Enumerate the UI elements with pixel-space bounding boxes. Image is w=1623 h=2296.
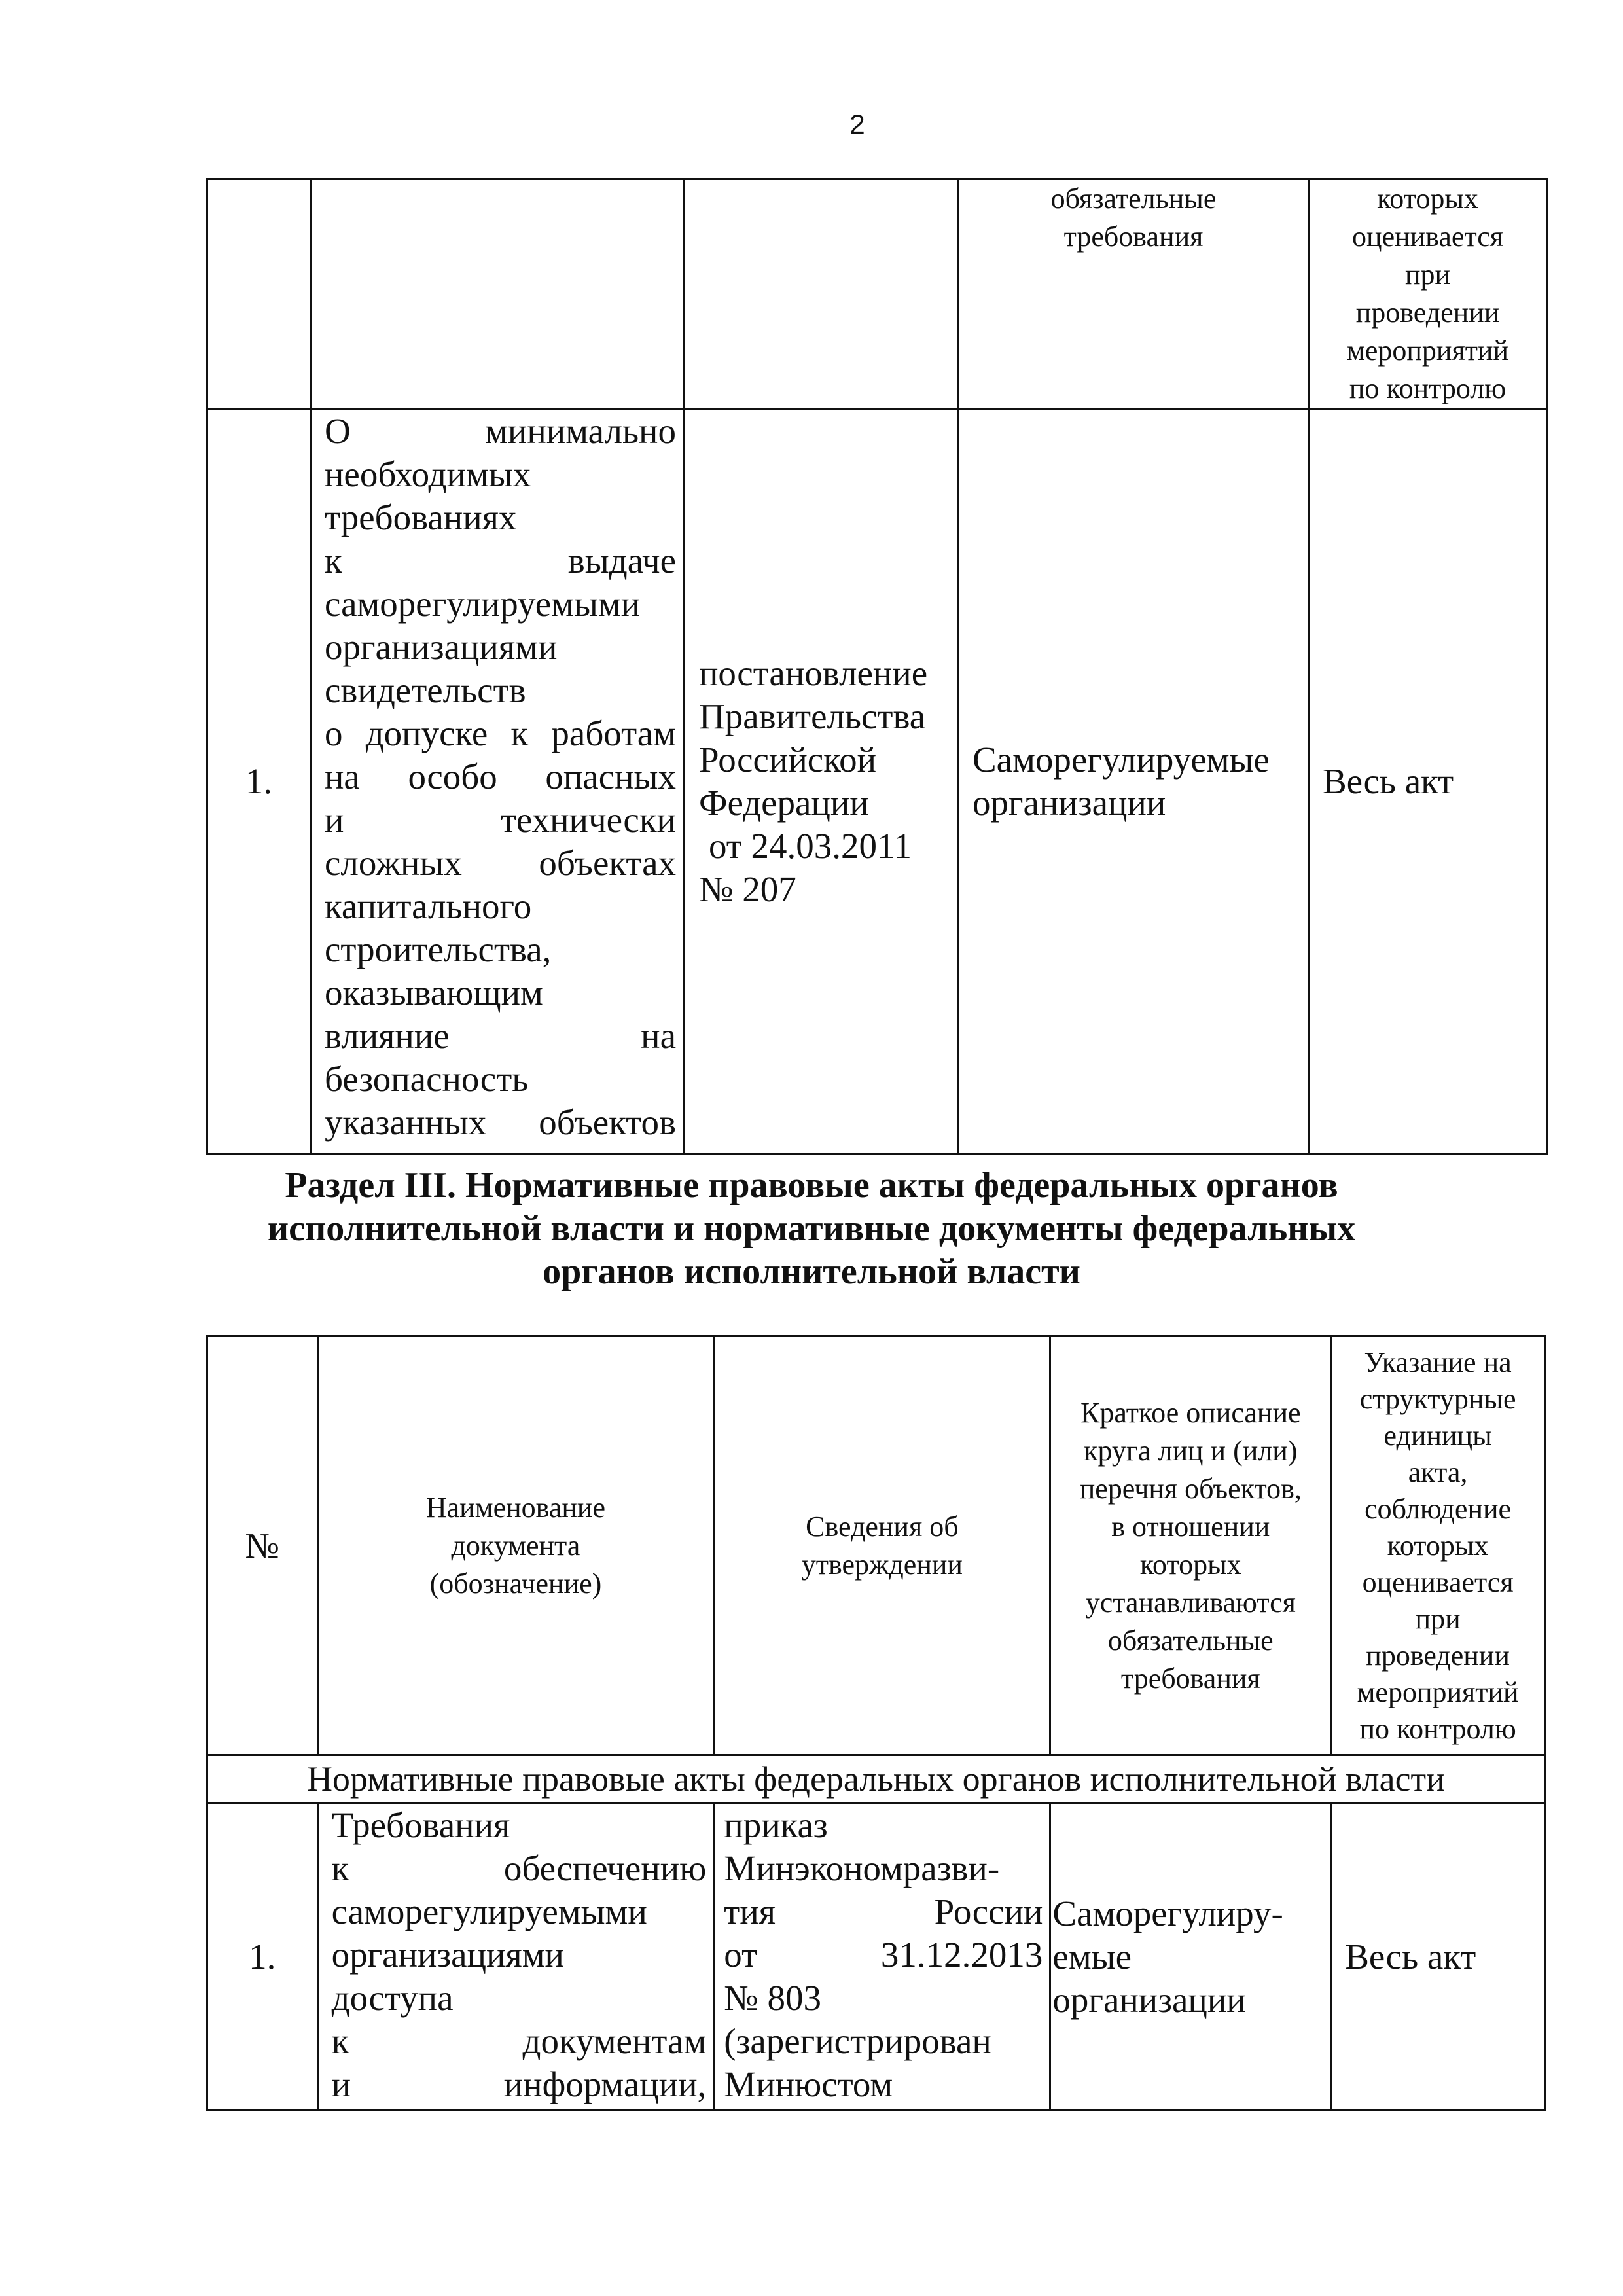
- document-name: Требования к обеспечению саморегулируемыми организациями доступа к документам и информации,: [317, 1803, 714, 2111]
- header-cell-units: которых оценивается при проведении мероприятий по контролю: [1309, 179, 1547, 409]
- header-document-name: Наименование документа (обозначение): [317, 1336, 714, 1755]
- header-approval: Сведения об утверждении: [714, 1336, 1050, 1755]
- header-cell-empty: [207, 179, 311, 409]
- acts-table-continuation: [206, 178, 1548, 1155]
- approval-info: постановление Правительства Российской Федерации от 24.03.2011 № 207: [684, 409, 959, 1154]
- table-header-row: [207, 1336, 1545, 1755]
- section-title: Раздел III. Нормативные правовые акты федеральных органов исполнительной власти и нормативные документы федеральных органов исполнительной власти: [267, 1165, 1356, 1292]
- federal-acts-table: [206, 1335, 1546, 2111]
- page-number: 2: [849, 109, 865, 139]
- group-title: Нормативные правовые акты федеральных органов исполнительной власти: [207, 1755, 1545, 1803]
- subjects-description: Саморегулиру- емые организации: [1050, 1803, 1331, 2111]
- group-title-row: [207, 1755, 1545, 1803]
- header-structural-units: Указание на структурные единицы акта, соблюдение которых оценивается при проведении мероприятий по контролю: [1331, 1336, 1545, 1755]
- table-header-row: [207, 179, 1547, 409]
- header-cell-empty: [311, 179, 684, 409]
- document-name: О минимально необходимых требованиях к выдаче саморегулируемыми организациями свидетельств о допуске к работам на особо опасных и технически сложных объектах капитального строительства, оказывающим влияние на безопасность указанных объектов: [311, 409, 684, 1154]
- row-number: 1.: [207, 1803, 318, 2111]
- header-cell-empty: [684, 179, 959, 409]
- structural-units: Весь акт: [1309, 409, 1547, 1154]
- approval-info: приказ Минэкономразви- тия России от 31.12.2013 № 803 (зарегистрирован Минюстом: [714, 1803, 1050, 2111]
- header-cell-description: обязательные требования: [959, 179, 1309, 409]
- row-number: 1.: [207, 409, 311, 1154]
- structural-units: Весь акт: [1331, 1803, 1545, 2111]
- table-row: [207, 409, 1547, 1154]
- subjects-description: Саморегулируемые организации: [959, 409, 1309, 1154]
- table-row: [207, 1803, 1545, 2111]
- header-number: №: [207, 1336, 318, 1755]
- header-description: Краткое описание круга лиц и (или) перечня объектов, в отношении которых устанавливаются обязательные требования: [1050, 1336, 1331, 1755]
